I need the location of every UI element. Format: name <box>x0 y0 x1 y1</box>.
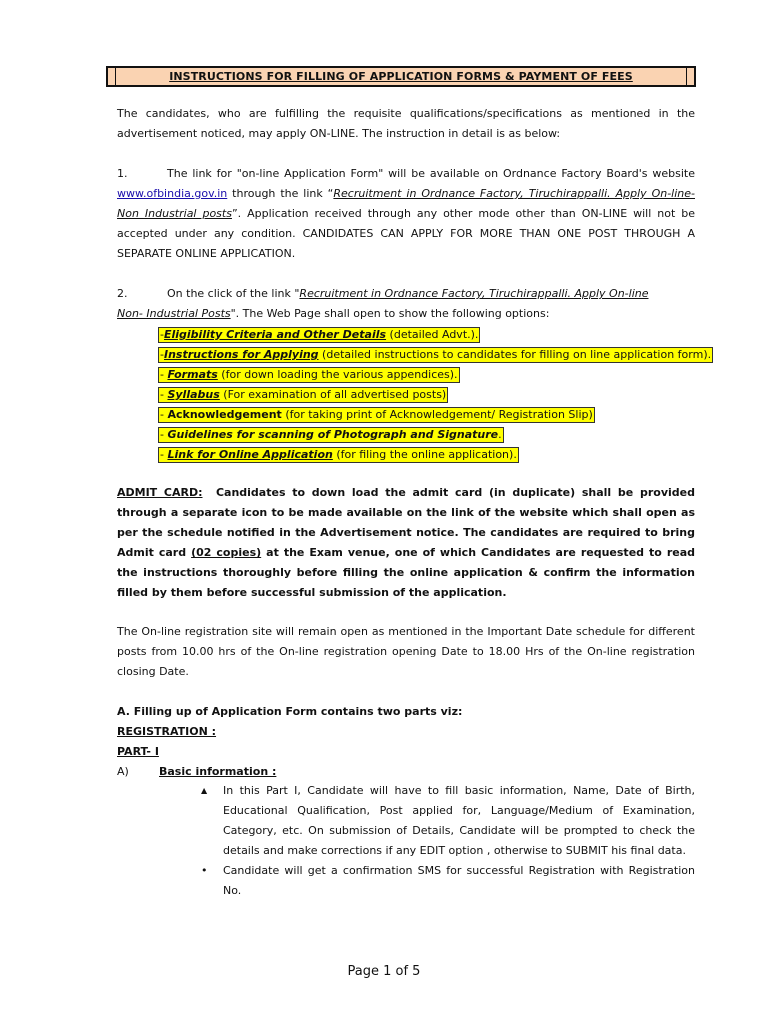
recruitment-link-name-2b[interactable]: Non- Industrial Posts <box>117 307 231 320</box>
option-eligibility[interactable]: -Eligibility Criteria and Other Details (detailed Advt.). <box>160 328 479 341</box>
point-1-text-a: The link for "on-line Application Form" will be available on Ordnance Factory Board's website <box>167 167 695 180</box>
admit-text-a: Candidates to down load the admit card (in duplicate) shall be provided through a separate icon to be made available on the link of the website which shall open as per the schedule notified in the Advertisement notice. The candidates are required to bring Admit card <box>117 486 695 559</box>
option-guidelines[interactable]: - Guidelines for scanning of Photograph and Signature. <box>160 428 502 441</box>
page-footer: Page 1 of 5 <box>347 964 421 979</box>
option-detail: (for down loading the various appendices). <box>217 368 458 381</box>
list-item <box>197 781 695 861</box>
basic-marker: A) <box>117 765 129 778</box>
admit-card-paragraph <box>117 483 695 603</box>
option-instructions[interactable]: -Instructions for Applying (detailed instructions to candidates for filling on line application form). <box>160 348 712 361</box>
basic-info-heading <box>117 762 695 782</box>
option-key: Link for Online Application <box>167 448 333 461</box>
option-formats[interactable]: - Formats (for down loading the various appendices). <box>160 368 458 381</box>
title-box <box>106 66 696 87</box>
point-1-text-c: ”. Application received through any other mode other than ON-LINE will not be accepted under any condition. CANDIDATES CAN APPLY FOR MORE THAN ONE POST THROUGH A SEPARATE ONLINE APPLICATION. <box>117 207 695 260</box>
list-item <box>197 861 695 901</box>
recruitment-link-name[interactable]: Recruitment in Ordnance Factory, Tiruchirappalli. Apply On-line- Non Industrial posts <box>117 187 695 220</box>
bullet-text: In this Part I, Candidate will have to fill basic information, Name, Date of Birth, Educational Qualification, Post applied for, Language/Medium of Examination, Category, etc. On submission of Details, Candidate will be prompted to check the details and make corrections if any EDIT option , otherwise to SUBMIT his final data. <box>223 784 695 857</box>
website-link[interactable]: www.ofbindia.gov.in <box>117 187 228 200</box>
option-detail: (detailed instructions to candidates for filling on line application form). <box>318 348 712 361</box>
bullet-list <box>197 781 695 901</box>
page-title: INSTRUCTIONS FOR FILLING OF APPLICATION FORMS & PAYMENT OF FEES <box>169 70 633 83</box>
triangle-bullet-icon: ▲ <box>201 786 208 795</box>
point-2-text-b: ". The Web Page shall open to show the following options: <box>230 307 550 320</box>
bullet-text: Candidate will get a confirmation SMS for successful Registration with Registration No. <box>223 864 695 897</box>
option-key: Formats <box>167 368 218 381</box>
basic-label: Basic information : <box>159 765 277 778</box>
option-key: Eligibility Criteria and Other Details <box>163 328 387 341</box>
option-acknowledgement[interactable]: - Acknowledgement (for taking print of Acknowledgement/ Registration Slip) <box>160 408 593 421</box>
point-2 <box>117 284 695 324</box>
admit-text-b: at the Exam venue, one of which Candidates are requested to read the instructions thoroughly before filling the online application & confirm the information filled by them before successful submission of the application. <box>117 546 695 599</box>
point-2-text-a: On the click of the link " <box>167 287 300 300</box>
option-online-application[interactable]: - Link for Online Application (for filing the online application). <box>160 448 517 461</box>
point-1-text-b: through the link “ <box>227 187 334 200</box>
option-key: Syllabus <box>167 388 220 401</box>
option-detail: . <box>498 428 502 441</box>
option-detail: (for taking print of Acknowledgement/ Registration Slip) <box>281 408 593 421</box>
option-key: Acknowledgement <box>167 408 282 421</box>
option-key: Guidelines for scanning of Photograph and Signature <box>167 428 499 441</box>
option-key: Instructions for Applying <box>163 348 319 361</box>
part-1-heading: PART- I <box>117 745 159 758</box>
option-detail: (For examination of all advertised posts) <box>219 388 447 401</box>
point-1 <box>117 164 695 264</box>
registration-paragraph: The On-line registration site will remain open as mentioned in the Important Date schedule for different posts from 10.00 hrs of the On-line registration opening Date to 18.00 Hrs of the On-line registration closing Date. <box>117 625 695 678</box>
option-detail: (for filing the online application). <box>332 448 517 461</box>
intro-paragraph: The candidates, who are fulfilling the requisite qualifications/specifications as mentioned in the advertisement noticed, may apply ON-LINE. The instruction in detail is as below: <box>117 107 695 140</box>
point-2-number: 2. <box>117 287 128 300</box>
point-1-number: 1. <box>117 167 128 180</box>
recruitment-link-name-2a[interactable]: Recruitment in Ordnance Factory, Tiruchirappalli. Apply On-line <box>299 287 649 300</box>
registration-heading: REGISTRATION : <box>117 725 217 738</box>
option-detail: (detailed Advt.). <box>386 328 479 341</box>
option-syllabus[interactable]: - Syllabus (For examination of all advertised posts) <box>160 388 447 401</box>
section-a-heading: A. Filling up of Application Form contains two parts viz: <box>117 705 463 718</box>
admit-card-label: ADMIT CARD: <box>117 486 203 499</box>
dot-bullet-icon: • <box>201 864 208 877</box>
admit-copies: (02 copies) <box>191 546 262 559</box>
